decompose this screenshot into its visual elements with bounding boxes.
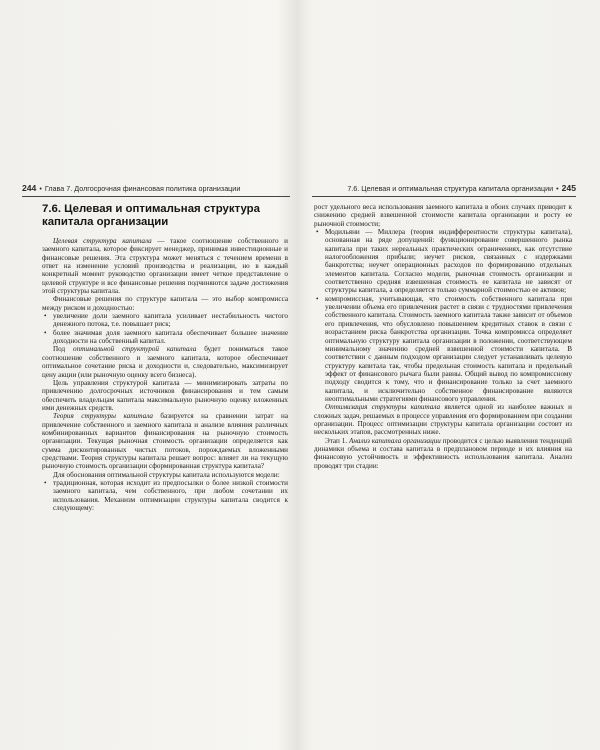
paragraph — [42, 345, 288, 378]
paragraph-text: является одной из наиболее важных и сложных задач, решаемых в процессе управления его формированием при создании организации. Процесс оптимизации структуры капитала организации состоит из нескольких этапов, рассмотренных ниже. — [314, 403, 572, 437]
section-title-line: 7.6. Целевая и оптимальная структура — [42, 203, 260, 215]
paragraph-text: Для обоснования оптимальной структуры капитала используются модели: — [53, 470, 280, 479]
list-item-text: компромиссная, учитывающая, что стоимость собственного капитала при увеличении объема его привлечения растет в связи с трудностями привлечения собственного капитала. Стоимость заемного капитала также зависит от объемов его привлечения, что обусловлено повышением кредитных ставок в связи с возрастанием риска банкротства организации. Точка компромисса определяет оптимальную структуру капитала организации в положении, соответствующем минимальному значению средней взвешенной стоимости капитала. В соответствии с данным подходом организации следует устанавливать целевую структуру капитала так, чтобы предельная стоимость капитала и предельный эффект от финансового рычага были равны. Общий вывод по компромиссному подходу сводится к тому, что и финансирование только за счет заемного капитала, и исключительно собственное финансирование являются неоптимальными стратегиями финансового управления. — [325, 294, 572, 403]
paragraph — [314, 437, 572, 470]
right-running-title: 7.6. Целевая и оптимальная структура капитала организации — [347, 184, 554, 193]
paragraph — [314, 203, 572, 228]
paragraph — [42, 412, 288, 470]
paragraph-prefix: Под — [53, 345, 74, 354]
list-item-text: более значимая доля заемного капитала обеспечивает большее значение доходности на собственный капитал. — [53, 328, 288, 346]
paragraph-text: будет пониматься такое соотношение собственного и заемного капитала, которое обеспечивает оптимальное сочетание риска и доходности и, следовательно, максимизирует цену акции (или рыночную оценку всего бизнеса). — [42, 345, 288, 379]
defined-term: Целевая структура капитала — [53, 237, 152, 245]
section-title-line: капитала организации — [42, 216, 169, 228]
list-item-text: традиционная, которая исходит из предпосылки о более низкой стоимости заемного капитала, чем собственного, при любом сочетании их использования. Механизм оптимизации структуры капитала сводится к следующему: — [53, 478, 288, 512]
list-item-text: увеличение доли заемного капитала усиливает нестабильность чистого денежного потока, т.е. повышает риск; — [53, 312, 288, 329]
right-page-body — [314, 203, 572, 470]
defined-term: оптимальной структурой капитала — [73, 345, 197, 354]
paragraph — [42, 471, 288, 479]
left-page-number: 244 — [22, 183, 37, 193]
left-page-body — [42, 203, 288, 512]
list-item — [314, 295, 572, 403]
right-page-number: 245 — [561, 183, 576, 193]
paragraph-text: базируется на сравнении затрат на привлечение собственного и заемного капитала и анализе влияния различных комбинированных вариантов финансирования на рыночную стоимость организации. Текущая рыночная стоимость организации определяется как сумма дисконтированных чистых потоков, порождаемых вложенными средствами. Теория структуры капитала решает вопрос: влияет ли на текущую рыночную стоимость организации сформированная структура капитала? — [42, 412, 289, 471]
list-item — [42, 479, 288, 512]
paragraph — [42, 295, 288, 312]
bullet-separator-icon: • — [39, 184, 42, 193]
bullet-separator-icon: • — [556, 184, 559, 193]
paragraph-text: рост удельного веса использования заемного капитала в обоих случаях приводит к снижению средней взвешенной стоимости капитала организации и росту ее рыночной стоимости; — [314, 203, 572, 228]
left-running-title: Глава 7. Долгосрочная финансовая политика организации — [44, 184, 241, 193]
section-title — [42, 203, 288, 229]
paragraph — [42, 379, 288, 412]
list-item — [314, 228, 572, 295]
paragraph — [42, 237, 288, 295]
defined-term: Теория структуры капитала — [53, 412, 153, 421]
left-running-header — [22, 183, 290, 197]
paragraph-text: — такое соотношение собственного и заемного капитала, которое фиксирует менеджер, принимая инвестиционные и финансовые решения. Эта структура может меняться с течением времени в ответ на изменение условий производства и реализации, но в каждый конкретный момент руководство организации имеет четкое представление о целевой структуре и все финансовые решения подчиняются задаче достижения этой структуры капитала. — [42, 237, 288, 296]
paragraph-text: Цель управления структурой капитала — минимизировать затраты по привлечению долгосрочных источников финансирования и тем самым обеспечить владельцам капитала максимальную рыночную оценку вложенных ими денежных средств. — [42, 378, 288, 412]
list-item — [42, 312, 288, 329]
paragraph — [314, 403, 572, 436]
paragraph-text: Финансовые решения по структуре капитала — это выбор компромисса между риском и доходностью: — [42, 295, 288, 312]
defined-term: Оптимизация структуры капитала — [325, 403, 441, 412]
list-item — [42, 329, 288, 346]
list-item-text: Модильяни — Миллера (теория индифферентности структуры капитала), основанная на ряде допущений: функционирование совершенного рынка капитала при таких нереальных практических ограничениях, как отсутствие налогообложения прибыли; неучет рисков, связанных с издержками банкротства; неучет операционных расходов по формированию отдельных элементов капитала. Согласно модели, рыночная стоимость организации и соответственно средняя взвешенная стоимость ее капитала не зависят от структуры капитала, а определяется только суммарной стоимостью ее активов; — [325, 228, 572, 295]
paragraph-text: проводится с целью выявления тенденций динамики объема и состава капитала в предплановом периоде и их влияния на финансовую устойчивость и эффективность использования капитала. Анализ проводят три стадии: — [314, 436, 572, 470]
defined-term: Анализ капитала организации — [348, 436, 441, 445]
paragraph-prefix: Этап 1. — [325, 436, 349, 445]
right-running-header — [312, 183, 576, 197]
